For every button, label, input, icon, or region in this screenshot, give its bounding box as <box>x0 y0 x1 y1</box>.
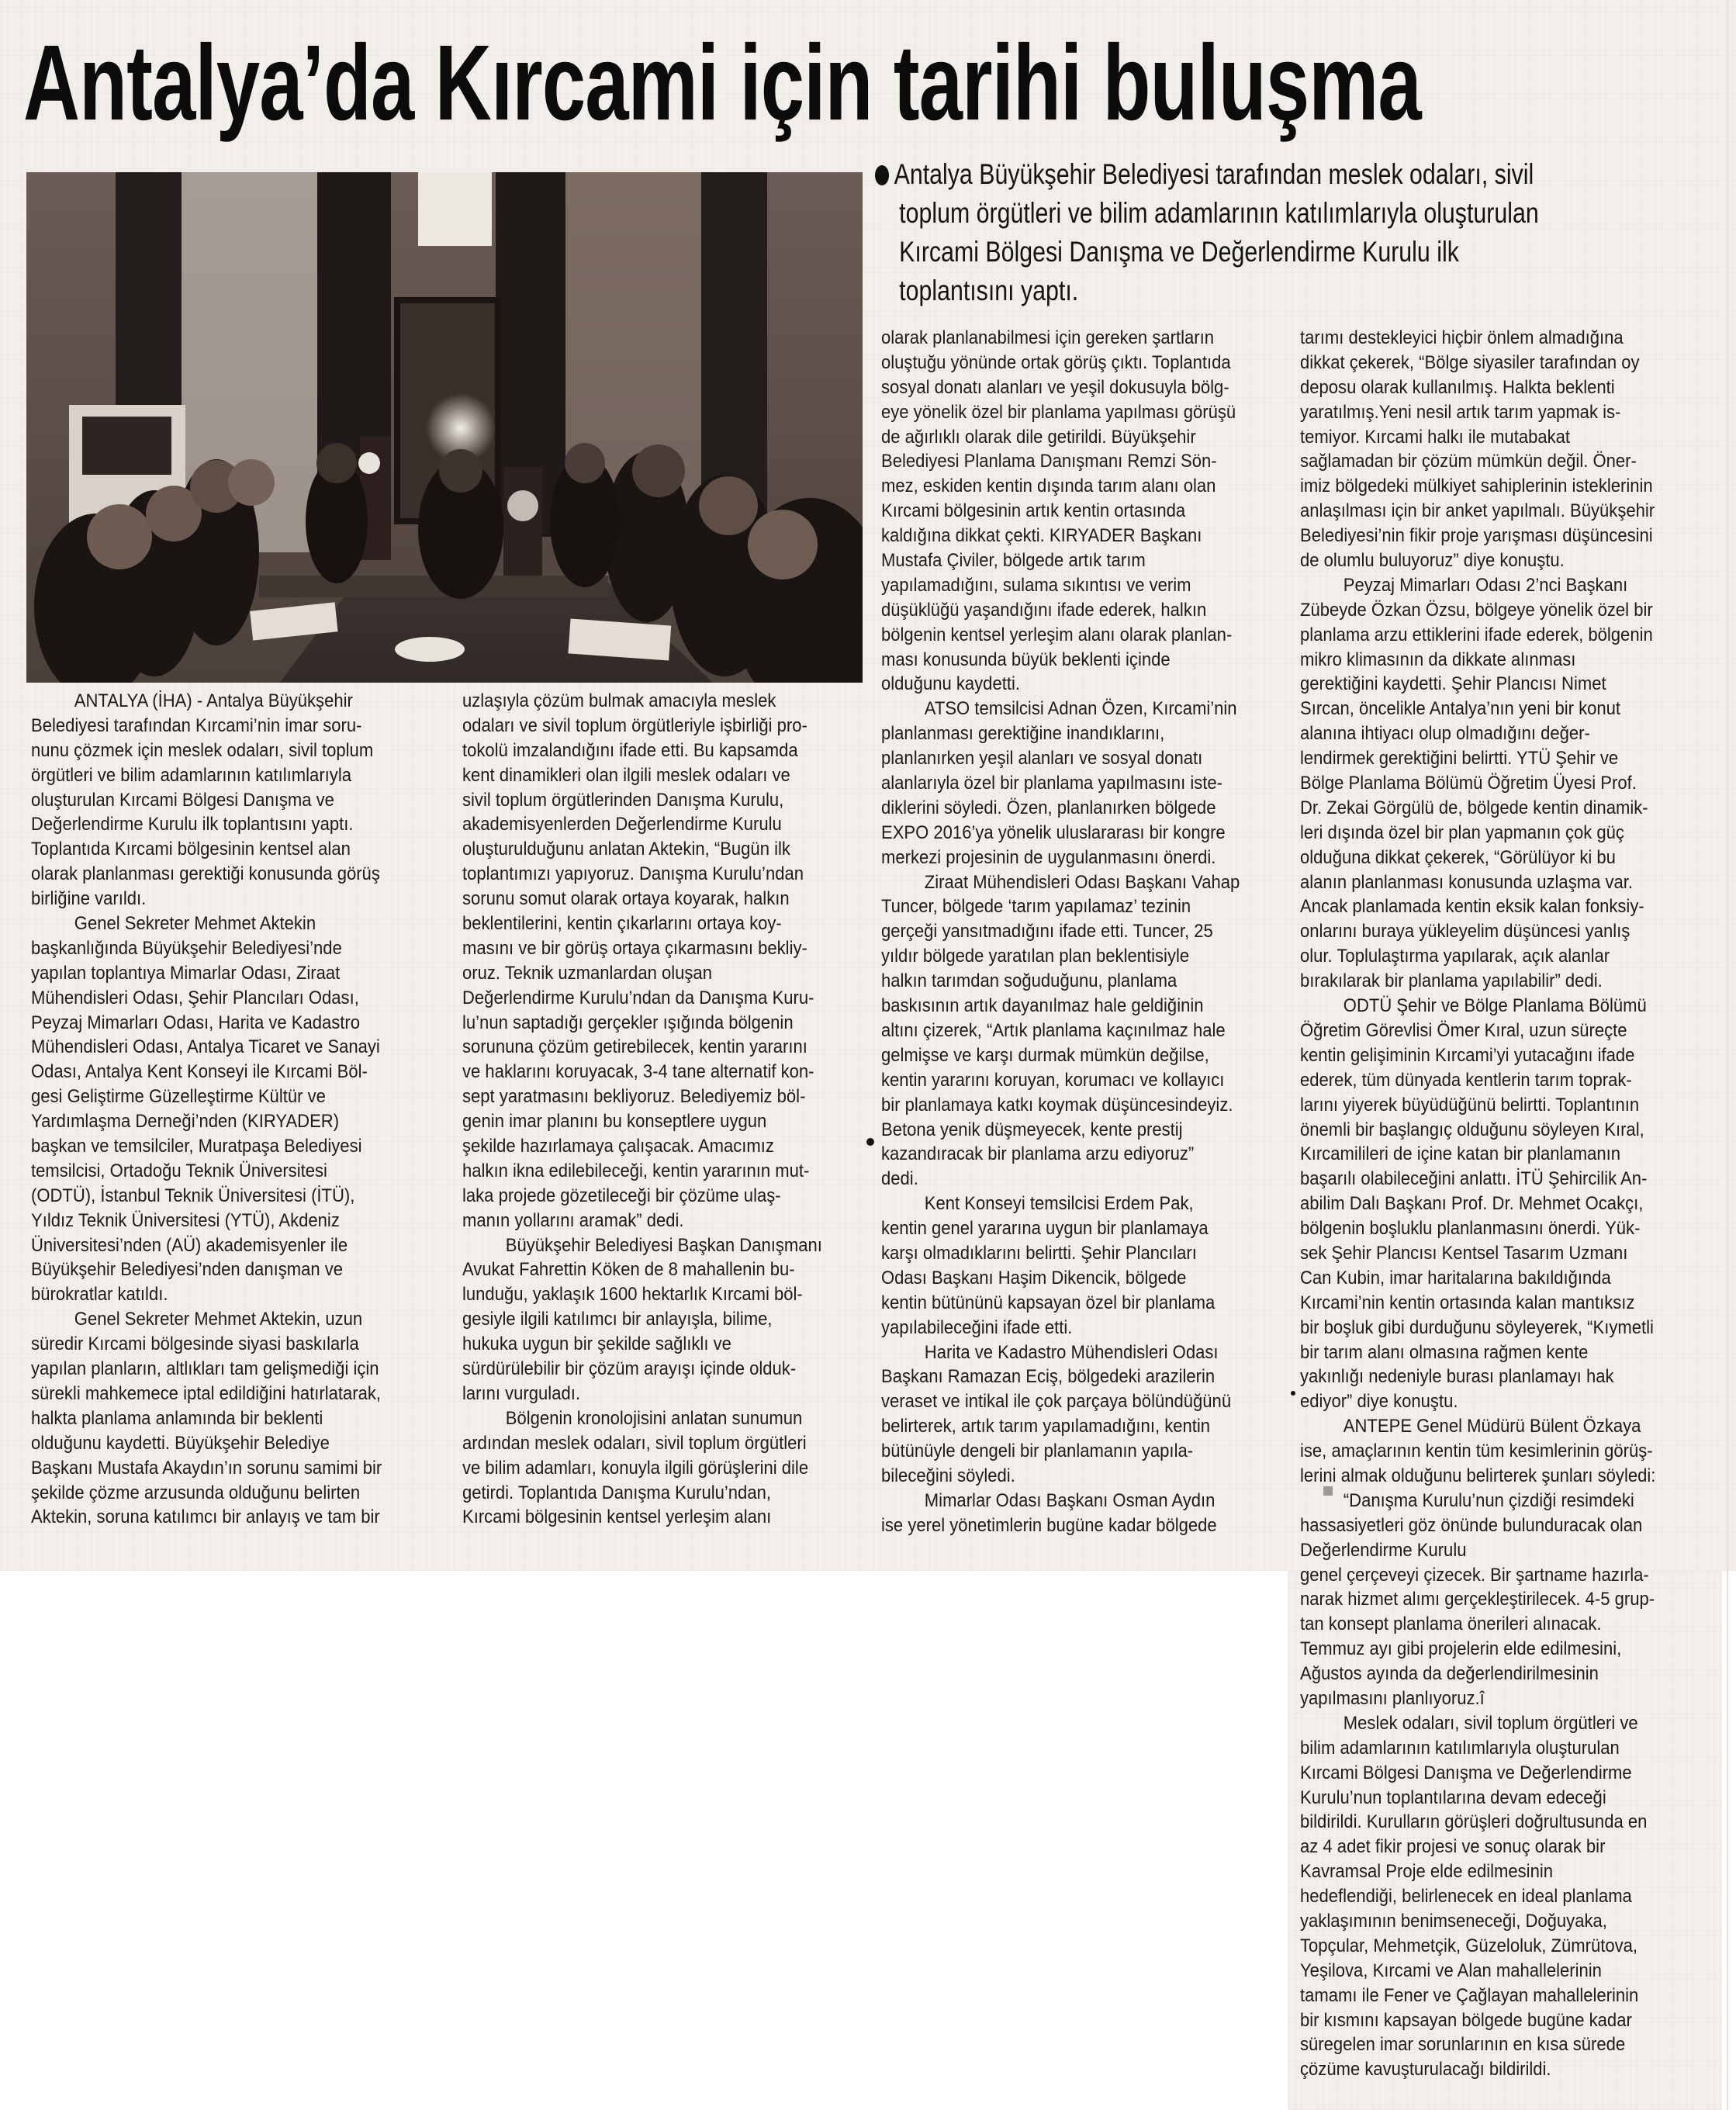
article-text-line: Tuncer, bölgede ‘tarım yapılamaz’ tezinin <box>881 896 1191 918</box>
article-text-line: Bölge Planlama Bölümü Öğretim Üyesi Prof. <box>1300 773 1637 794</box>
article-text-line: yıldır bölgede yaratılan plan beklentisiyle <box>881 946 1190 967</box>
article-text-line: lu’nun saptadığı gerçekler ışığında bölgenin <box>462 1012 794 1033</box>
article-text-line: tarımı destekleyici hiçbir önlem almadığına <box>1300 327 1624 348</box>
article-text-line: ediyor” diye konuştu. <box>1300 1391 1458 1413</box>
article-text-line: yapılamadığını, sulama sıkıntısı ve verim <box>881 574 1191 596</box>
article-text-line: Can Kubin, imar haritalarına bakıldığında <box>1300 1267 1611 1288</box>
article-text-line: tan konsept planlama önerileri alınacak. <box>1300 1614 1602 1635</box>
ac-panel <box>82 417 171 475</box>
article-text-line: kentin yararını koruyan, korumacı ve kollayıcı <box>881 1069 1225 1091</box>
article-text-line: leri dışında özel bir plan yapmanın çok güç <box>1300 822 1624 843</box>
article-text-line: halkın tarımdan soğuduğunu, planlama <box>881 970 1178 992</box>
article-text-line: bırakılarak bir planlama yapılabilir” dedi. <box>1300 970 1603 992</box>
article-text-line: genel çerçeveyi çizecek. Bir şartname hazırla- <box>1300 1564 1649 1586</box>
article-text-line: ise, amaçlarının kentin tüm kesimlerinin görüş- <box>1300 1441 1653 1462</box>
article-text-line: olduğunu kaydetti. Büyükşehir Belediye <box>31 1432 330 1454</box>
article-text-line: Mühendisleri Odası, Antalya Ticaret ve Sanayi <box>31 1036 380 1058</box>
article-text-line: eye yönelik özel bir planlama yapılması görüşü <box>881 401 1236 423</box>
article-text-line: Mühendisleri Odası, Şehir Plancıları Odası, <box>31 987 359 1008</box>
article-text-line: sorununa çözüm getirebilecek, kentin yararını <box>462 1036 807 1058</box>
article-text-line: kent dinamikleri olan ilgili meslek odaları ve <box>462 764 790 786</box>
article-text-line: Kent Konseyi temsilcisi Erdem Pak, <box>924 1193 1194 1215</box>
article-text-line: kentin gelişiminin Kırcami’yi yutacağını ifade <box>1300 1044 1635 1066</box>
article-text-line: abilim Dalı Başkanı Prof. Dr. Mehmet Ocakçı, <box>1300 1193 1644 1215</box>
article-text-line: EXPO 2016’ya yönelik uluslararası bir kongre <box>881 822 1226 843</box>
lead-line: Antalya Büyükşehir Belediyesi tarafından meslek odaları, sivil <box>894 158 1534 190</box>
article-text-line: bilim adamlarının katılımlarıyla oluşturulan <box>1300 1737 1620 1759</box>
article-text-line: Dr. Zekai Görgülü de, bölgede kentin dinamik- <box>1300 797 1648 818</box>
article-text-line: Ancak planlamada kentin eksik kalan fonksiy- <box>1300 896 1644 918</box>
article-text-line: Kırcami Bölgesi Danışma ve Değerlendirme <box>1300 1762 1632 1783</box>
article-text-line: Kırcami bölgesinin kentsel yerleşim alanı <box>462 1506 772 1528</box>
article-text-line: mez, eskiden kentin dışında tarım alanı olan <box>881 476 1216 497</box>
table-dish <box>395 637 465 662</box>
article-text-line: sağlamadan bir çözüm mümkün değil. Öner- <box>1300 451 1637 472</box>
article-text-line: de olumlu buluyoruz” diye konuştu. <box>1300 550 1565 572</box>
article-text-line: narak hizmet alımı gerçekleştirilecek. 4-5 grup- <box>1300 1589 1655 1610</box>
lead-line: toplum örgütleri ve bilim adamlarının katılımlarıyla oluşturulan <box>899 197 1539 229</box>
article-text-line: ve haklarını koruyacak, 3-4 tane alternatif kon- <box>462 1061 814 1083</box>
article-text-line: Aktekin, soruna katılımcı bir anlayış ve tam bir <box>31 1506 380 1528</box>
article-text-line: olarak planlanması gerektiği konusunda görüş <box>31 863 380 885</box>
article-text-line: ve bilim adamları, konuyla ilgili görüşlerini dile <box>462 1457 809 1479</box>
article-text-line: masını ve bir görüş ortaya çıkarmasını bekliy- <box>462 937 807 959</box>
article-text-line: önemli bir başlangıç olduğunu söyleyen Kıral, <box>1300 1119 1644 1140</box>
article-text-line: Öğretim Görevlisi Ömer Kıral, uzun süreçte <box>1300 1019 1627 1041</box>
column-separator-dot-icon <box>866 1138 874 1146</box>
article-text-line: Meslek odaları, sivil toplum örgütleri ve <box>1343 1712 1638 1734</box>
article-text-line: yapılmasını planlıyoruz.î <box>1300 1687 1485 1709</box>
article-text-line: veraset ve intikal ile çok parçaya bölündüğünü <box>881 1391 1232 1413</box>
article-text-line: uzlaşıyla çözüm bulmak amacıyla meslek <box>462 690 776 711</box>
article-text-line: toplantımızı yapıyoruz. Danışma Kurulu’ndan <box>462 863 804 885</box>
article-text-line: gerektiğini kaydetti. Şehir Plancısı Nimet <box>1300 673 1606 695</box>
article-text-line: Başkanı Mustafa Akaydın’ın sorunu samimi bir <box>31 1457 382 1479</box>
article-text-line: düşüklüğü yaşandığını ifade ederek, halkın <box>881 599 1207 621</box>
article-text-line: altını çizerek, “Artık planlama kaçınılmaz hale <box>881 1019 1226 1041</box>
article-text-line: genin imar planını bu konseptlere uygun <box>462 1111 767 1133</box>
article-column-1 <box>31 689 450 1530</box>
article-text-line: lerini almak olduğunu belirterek şunları söyledi: <box>1300 1465 1656 1486</box>
article-text-line: Değerlendirme Kurulu <box>1300 1539 1467 1561</box>
article-text-line: deposu olarak kullanılmış. Halkta beklenti <box>1300 376 1615 398</box>
article-text-line: bileceğini söyledi. <box>881 1465 1015 1486</box>
article-text-line: ardından meslek odaları, sivil toplum örgütleri <box>462 1432 807 1454</box>
article-text-line: dedi. <box>881 1168 918 1190</box>
table-papers-right <box>568 619 671 661</box>
article-text-line: imiz bölgedeki mülkiyet sahiplerinin isteklerinin <box>1300 476 1653 497</box>
article-text-line: Değerlendirme Kurulu’ndan da Danışma Kuru- <box>462 987 814 1008</box>
article-text-line: dikkat çekerek, “Bölge siyasiler tarafından oy <box>1300 351 1640 373</box>
article-text-line: Belediyesi’nin fikir proje yarışması düşüncesini <box>1300 525 1653 547</box>
article-text-line: onlarını buraya yükleyelim düşüncesi yanlış <box>1300 921 1631 943</box>
article-text-line: Zübeyde Özkan Özsu, bölgeye yönelik özel bir <box>1300 599 1653 621</box>
article-text-line: bir kısmını kapsayan bölgede bugüne kadar <box>1300 2009 1632 2031</box>
article-text-line: laka projede gözetileceği bir çözüme ulaş- <box>462 1185 781 1206</box>
article-column-2 <box>462 689 866 1530</box>
article-text-line: şekilde hazırlamaya çalışacak. Amacımız <box>462 1136 774 1157</box>
print-speck-icon <box>1291 1391 1295 1396</box>
article-text-line: manın yollarını aramak” dedi. <box>462 1209 684 1231</box>
article-text-line: oluşturulan Kırcami Bölgesi Danışma ve <box>31 789 334 811</box>
article-text-line: sek Şehir Plancısı Kentsel Tasarım Uzmanı <box>1300 1242 1628 1264</box>
print-square-mark-icon <box>1323 1486 1333 1496</box>
article-text-line: getirdi. Toplantıda Danışma Kurulu’ndan, <box>462 1482 771 1503</box>
article-text-line: Kırcamilileri de içine katan bir planlamanın <box>1300 1143 1621 1165</box>
article-text-line: kentin genel yararına uygun bir planlamaya <box>881 1218 1209 1240</box>
article-text-line: Ağustos ayında da değerlendirilmesinin <box>1300 1663 1599 1685</box>
article-text-line: bölgenin kentsel yerleşim alanı olarak planlan- <box>881 624 1233 645</box>
article-text-line: gesi Geliştirme Güzelleştirme Kültür ve <box>31 1086 326 1108</box>
article-text-line: Değerlendirme Kurulu ilk toplantısını yaptı. <box>31 814 354 835</box>
article-text-line: bildirildi. Kurulların görüşleri doğrultusunda en <box>1300 1811 1648 1833</box>
lead-line: toplantısını yaptı. <box>899 275 1079 306</box>
article-text-line: de ağırlıklı olarak dile getirildi. Büyükşehir <box>881 426 1196 448</box>
article-text-line: Toplantıda Kırcami bölgesinin kentsel alan <box>31 839 351 860</box>
article-text-line: Kavramsal Proje elde edilmesinin <box>1300 1861 1554 1883</box>
article-text-line: sosyal donatı alanları ve yeşil dokusuyla bölg- <box>881 376 1229 398</box>
article-text-line: hassasiyetleri göz önünde bulunduracak olan <box>1300 1514 1643 1536</box>
article-text-line: Genel Sekreter Mehmet Aktekin <box>74 913 316 935</box>
article-text-line: alanına ihtiyacı olup olmadığını değer- <box>1300 723 1590 745</box>
article-text-line: şekilde çözme arzusunda olduğunu belirten <box>31 1482 361 1503</box>
article-text-line: olduğuna dikkat çekerek, “Görülüyor ki bu <box>1300 846 1616 868</box>
article-text-line: bir planlamaya katkı koymak düşüncesindeyiz. <box>881 1094 1233 1116</box>
article-text-line: örgütleri ve bilim adamlarının katılımlarıyla <box>31 764 351 786</box>
article-text-line: karşı olmadıklarını belirtti. Şehir Plancıları <box>881 1242 1197 1264</box>
article-text-line: larını vurguladı. <box>462 1382 580 1404</box>
article-text-line: odaları ve sivil toplum örgütleriyle işbirliği pro- <box>462 714 807 736</box>
article-text-line: Kırcami bölgesinin artık kentin ortasında <box>881 500 1186 522</box>
article-text-line: olur. Toplulaştırma yapılarak, açık alanlar <box>1300 946 1610 967</box>
article-text-line: olarak planlanabilmesi için gereken şartların <box>881 327 1214 348</box>
article-text-line: Ziraat Mühendisleri Odası Başkanı Vahap <box>924 871 1240 893</box>
article-text-line: süregelen imar sorunlarının en kısa sürede <box>1300 2034 1626 2056</box>
article-text-line: diklerini söyledi. Özen, planlanırken bölgede <box>881 797 1216 818</box>
article-text-line: Bölgenin kronolojisini anlatan sunumun <box>505 1407 803 1429</box>
article-text-line: olduğunu kaydetti. <box>881 673 1020 695</box>
article-text-line: Büyükşehir Belediyesi’nden danışman ve <box>31 1259 344 1281</box>
article-text-line: temsilcisi, Ortadoğu Teknik Üniversitesi <box>31 1160 327 1181</box>
article-text-line: birliğine varıldı. <box>31 888 147 910</box>
ceiling-light <box>418 172 492 246</box>
article-text-line: ANTALYA (İHA) - Antalya Büyükşehir <box>74 690 353 711</box>
article-text-line: gesiyle ilgili katılımcı bir anlayışla, bilime, <box>462 1309 773 1330</box>
article-text-line: planlama arzu ettiklerini ifade ederek, bölgenin <box>1300 624 1653 645</box>
article-text-line: nunu çözmek için meslek odaları, sivil toplum <box>31 739 374 761</box>
article-text-line: Topçular, Mehmetçik, Güzeloluk, Zümrütova, <box>1300 1935 1638 1956</box>
page-edge <box>1727 0 1728 2110</box>
article-text-line: süredir Kırcami bölgesinde siyasi baskılarla <box>31 1333 359 1355</box>
article-text-line: Yıldız Teknik Üniversitesi (YTÜ), Akdeniz <box>31 1209 340 1231</box>
article-text-line: ması konusunda büyük beklenti içinde <box>881 649 1171 670</box>
article-text-line: Başkanı Ramazan Eciş, bölgedeki arazilerin <box>881 1366 1216 1388</box>
article-text-line: mikro klimasının da dikkate alınması <box>1300 649 1576 670</box>
flag-emblem <box>507 490 538 521</box>
article-column-4 <box>1300 326 1723 2082</box>
article-text-line: lendirmek gerektiğini belirtti. YTÜ Şehir ve <box>1300 748 1619 770</box>
bullet-icon <box>875 165 889 185</box>
article-text-line: Peyzaj Mimarları Odası, Harita ve Kadastro <box>31 1012 361 1033</box>
meeting-photo <box>26 172 863 683</box>
article-text-line: Belediyesi Planlama Danışmanı Remzi Sön- <box>881 451 1217 472</box>
article-text-line: sivil toplum örgütlerinden Danışma Kurulu, <box>462 789 784 811</box>
article-text-line: Genel Sekreter Mehmet Aktekin, uzun <box>74 1309 363 1330</box>
article-text-line: ederek, tüm dünyada kentlerin tarım toprak- <box>1300 1069 1632 1091</box>
article-text-line: Kırcami’nin kentin ortasında kalan mantıksız <box>1300 1292 1635 1313</box>
article-text-line: oruz. Teknik uzmanlardan oluşan <box>462 962 712 984</box>
article-text-line: beklentilerini, kentin çıkarlarını ortaya koy- <box>462 913 782 935</box>
article-text-line: başkan ve temsilciler, Muratpaşa Belediyesi <box>31 1136 362 1157</box>
article-text-line: bir boşluk gibi durduğunu söyleyerek, “Kıymetli <box>1300 1316 1654 1338</box>
article-text-line: sürdürülebilir bir çözüm arayışı içinde olduk- <box>462 1358 797 1380</box>
article-text-line: bölgenin boşluklu planlanmasını önerdi. Yük- <box>1300 1218 1641 1240</box>
article-text-line: hedeflendiği, belirlenecek en ideal planlama <box>1300 1886 1632 1908</box>
article-text-line: gelmişse ve karşı durmak mümkün değilse, <box>881 1044 1209 1066</box>
article-text-line: planlanırken yeşil alanları ve sosyal donatı <box>881 748 1203 770</box>
article-text-line: ise yerel yönetimlerin bugüne kadar bölgede <box>881 1514 1217 1536</box>
article-text-line: anlaşılması için bir anket yapılmalı. Büyükşehir <box>1300 500 1655 522</box>
article-text-line: halkın ikna edilebileceği, kentin yararının mut- <box>462 1160 810 1181</box>
article-text-line: kazandıracak bir planlama arzu ediyoruz” <box>881 1143 1195 1165</box>
article-text-line: az 4 adet fikir projesi ve sonuç olarak bir <box>1300 1836 1606 1858</box>
article-text-line: oluştuğu yönünde ortak görüş çıktı. Toplantıda <box>881 351 1231 373</box>
article-text-line: tamamı ile Fener ve Çağlayan mahallelerinin <box>1300 1984 1639 2006</box>
article-text-line: Üniversitesi’nden (AÜ) akademisyenler ile <box>31 1234 348 1256</box>
article-text-line: sürekli mahkemece iptal edildiğini hatırlatarak, <box>31 1382 382 1404</box>
article-text-line: sept yaratmasını bekliyoruz. Belediyemiz böl- <box>462 1086 806 1108</box>
article-text-line: hukuka uygun bir şekilde sağlıklı ve <box>462 1333 731 1355</box>
article-text-line: ATSO temsilcisi Adnan Özen, Kırcami’nin <box>924 698 1237 720</box>
article-text-line: bir tarım alanı olmasına rağmen kente <box>1300 1341 1589 1363</box>
article-text-line: Mimarlar Odası Başkanı Osman Aydın <box>924 1489 1216 1511</box>
article-text-line: merkezi projesinin de uygulanmasını önerdi. <box>881 846 1216 868</box>
article-text-line: Kurulu’nun toplantılarına devam edeceği <box>1300 1787 1606 1808</box>
article-text-line: yapılabileceğini ifade etti. <box>881 1316 1073 1338</box>
article-text-line: yaratılmış.Yeni nesil artık tarım yapmak is- <box>1300 401 1621 423</box>
article-text-line: Sırcan, öncelikle Antalya’nın yeni bir konut <box>1300 698 1621 720</box>
article-text-line: yapılan toplantıya Mimarlar Odası, Ziraat <box>31 962 341 984</box>
article-headline: Antalya’da Kırcami için tarihi buluşma <box>23 22 1421 144</box>
article-column-3 <box>881 326 1285 1538</box>
article-text-line: halkta planlama anlamında bir beklenti <box>31 1407 323 1429</box>
article-text-line: yaklaşımının benimseneceği, Doğuyaka, <box>1300 1911 1607 1932</box>
article-lead <box>875 155 1728 310</box>
flag-crescent <box>358 452 380 474</box>
article-text-line: Büyükşehir Belediyesi Başkan Danışmanı <box>505 1234 822 1256</box>
article-text-line: kentin bütününü kapsayan özel bir planlama <box>881 1292 1216 1313</box>
article-text-line: Yardımlaşma Derneği’nden (KIRYADER) <box>31 1111 340 1133</box>
article-text-line: bütünüyle dengeli bir planlamanın yapıla- <box>881 1441 1194 1462</box>
article-text-line: alanın planlanması konusunda uzlaşma var. <box>1300 871 1634 893</box>
article-text-line: Peyzaj Mimarları Odası 2’nci Başkanı <box>1343 574 1628 596</box>
article-text-line: planlanması gerektiğine inandıklarını, <box>881 723 1165 745</box>
lead-line: Kırcami Bölgesi Danışma ve Değerlendirme Kurulu ilk <box>899 236 1459 268</box>
article-text-line: Odası Başkanı Haşim Dikencik, bölgede <box>881 1267 1187 1288</box>
article-text-line: başkanlığında Büyükşehir Belediyesi’nde <box>31 937 342 959</box>
article-text-line: çözüme kavuşturulacağı bildirildi. <box>1300 2059 1551 2081</box>
article-text-line: başarılı olabileceğini anlattı. İTÜ Şehircilik An- <box>1300 1168 1648 1190</box>
article-text-line: oluşturulduğunu anlatan Aktekin, “Bugün ilk <box>462 839 790 860</box>
article-text-line: “Danışma Kurulu’nun çizdiği resimdeki <box>1343 1489 1634 1511</box>
article-text-line: yakınlığı nedeniyle burası planlamayı hak <box>1300 1366 1614 1388</box>
article-text-line: alanlarıyla özel bir planlama yapılmasını iste- <box>881 773 1222 794</box>
article-text-line: Belediyesi tarafından Kırcami’nin imar soru- <box>31 714 362 736</box>
article-text-line: gerçeği yansıtmadığını ifade etti. Tuncer, 25 <box>881 921 1213 943</box>
article-text-line: Temmuz ayı gibi projelerin elde edilmesini, <box>1300 1638 1622 1660</box>
article-text-line: (ODTÜ), İstanbul Teknik Üniversitesi (İTÜ), <box>31 1185 355 1206</box>
article-text-line: kaldığına dikkat çekti. KIRYADER Başkanı <box>881 525 1202 547</box>
article-text-line: Avukat Fahrettin Köken de 8 mahallenin bu- <box>462 1259 795 1281</box>
article-text-line: yapılan planların, altlıkları tam gelişmediği için <box>31 1358 379 1380</box>
article-text-line: baskısının artık dayanılmaz hale geldiğinin <box>881 995 1204 1017</box>
article-text-line: lunduğu, yaklaşık 1600 hektarlık Kırcami böl- <box>462 1284 803 1306</box>
article-text-line: Harita ve Kadastro Mühendisleri Odası <box>924 1341 1219 1363</box>
article-text-line: tokolü imzalandığını ifade etti. Bu kapsamda <box>462 739 798 761</box>
article-text-line: sorunu somut olarak ortaya koyarak, halkın <box>462 888 790 910</box>
article-text-line: Mustafa Çiviler, bölgede artık tarım <box>881 550 1146 572</box>
article-text-line: ANTEPE Genel Müdürü Bülent Özkaya <box>1343 1416 1641 1437</box>
article-text-line: Yeşilova, Kırcami ve Alan mahallelerinin <box>1300 1960 1602 1981</box>
article-text-line: belirterek, artık tarım yapılamadığını, kentin <box>881 1416 1211 1437</box>
article-text-line: Odası, Antalya Kent Konseyi ile Kırcami Böl- <box>31 1061 368 1083</box>
article-text-line: akademisyenlerden Değerlendirme Kurulu <box>462 814 782 835</box>
article-text-line: ODTÜ Şehir ve Bölge Planlama Bölümü <box>1343 995 1647 1017</box>
article-text-line: temiyor. Kırcami halkı ile mutabakat <box>1300 426 1571 448</box>
meeting-photo-image <box>26 172 863 683</box>
article-text-line: bürokratlar katıldı. <box>31 1284 168 1306</box>
article-text-line: larını yiyerek büyüdüğünü belirtti. Toplantının <box>1300 1094 1640 1116</box>
article-text-line: Betona yenik düşmeyecek, kente prestij <box>881 1119 1183 1140</box>
